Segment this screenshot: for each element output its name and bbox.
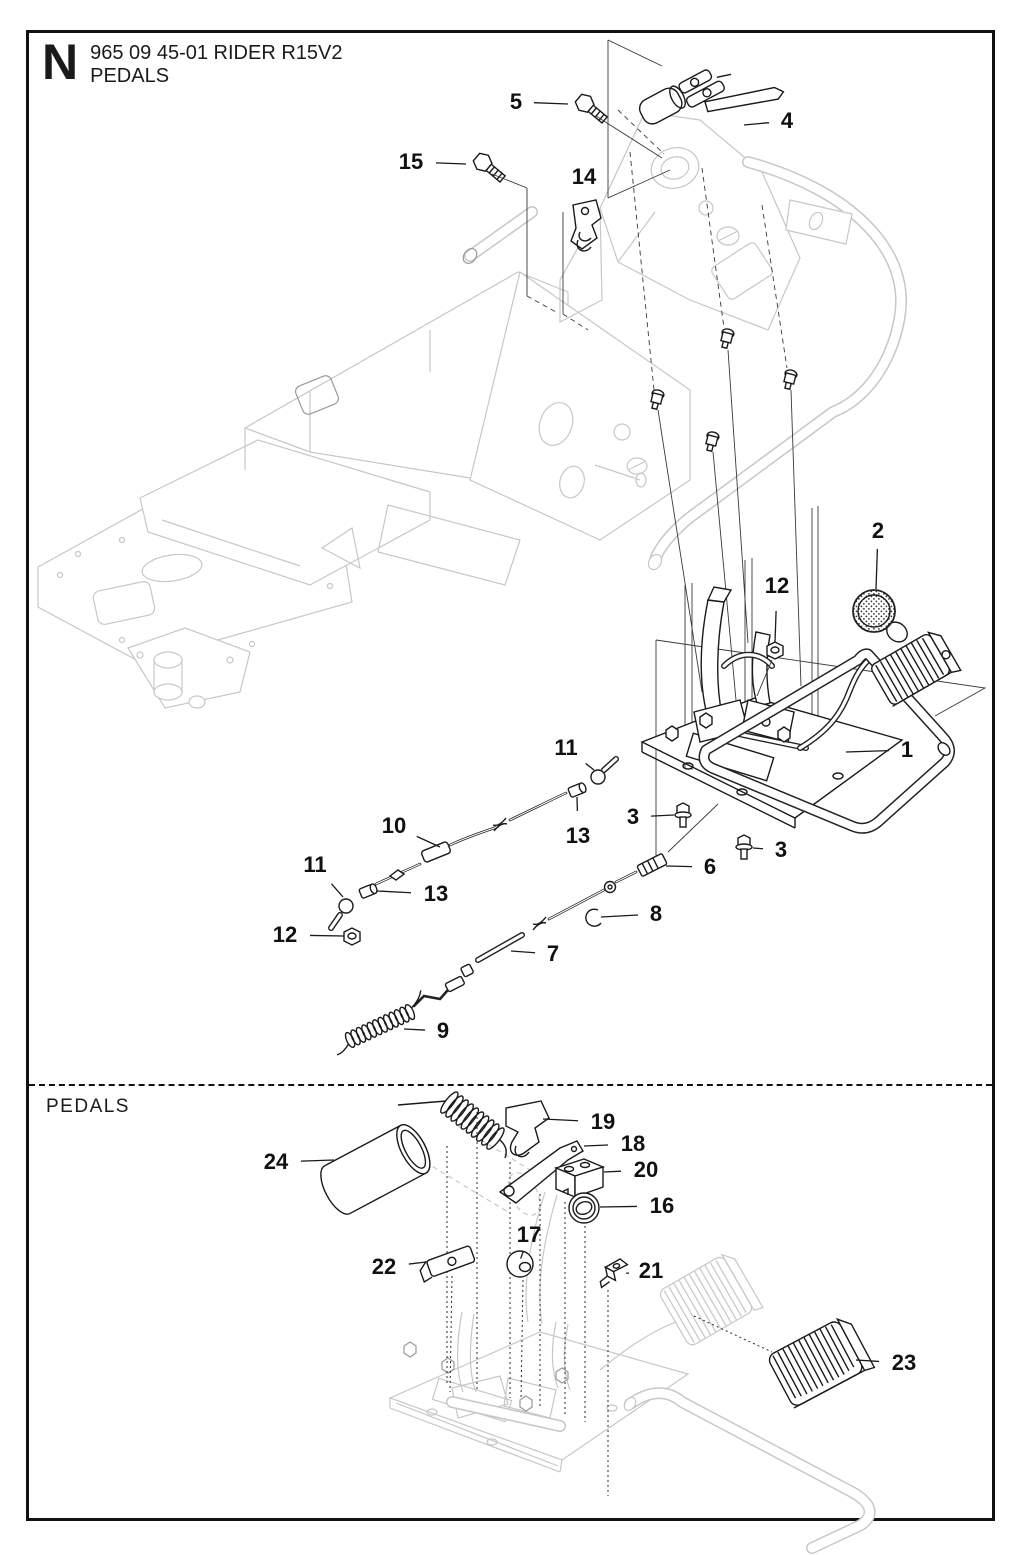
bearing-16 — [569, 1193, 599, 1223]
pedal-pad-upper — [870, 628, 961, 709]
callout-1: 1 — [900, 737, 914, 762]
callout-20: 20 — [633, 1157, 659, 1182]
nut-12-lower — [344, 928, 360, 945]
bracket-14 — [571, 200, 601, 251]
callout-11: 11 — [303, 852, 327, 877]
callout-13: 13 — [423, 881, 449, 906]
callout-8: 8 — [649, 901, 663, 926]
callout-24: 24 — [263, 1149, 289, 1174]
callout-13: 13 — [565, 823, 591, 848]
bolt-3-right — [736, 835, 752, 859]
page-subtitle: PEDALS — [90, 65, 170, 87]
roller-17 — [507, 1251, 533, 1277]
callout-15: 15 — [398, 149, 424, 174]
hook-bracket-19 — [506, 1101, 549, 1157]
callout-3: 3 — [774, 837, 788, 862]
bolt-15 — [471, 150, 509, 186]
clip-21 — [597, 1258, 631, 1288]
callout-2: 2 — [871, 518, 885, 543]
callout-7: 7 — [546, 941, 560, 966]
chassis-ghost — [38, 272, 690, 708]
callout-12: 12 — [272, 922, 298, 947]
callout-22: 22 — [371, 1254, 397, 1279]
section-divider — [29, 1084, 992, 1086]
callout-16: 16 — [649, 1193, 675, 1218]
callout-21: 21 — [638, 1258, 664, 1283]
callout-18: 18 — [620, 1131, 646, 1156]
callout-17: 17 — [516, 1222, 542, 1247]
callout-14: 14 — [571, 164, 597, 189]
brake-knob-2 — [853, 590, 911, 646]
callout-3: 3 — [626, 804, 640, 829]
handle-tube — [460, 212, 532, 266]
bolt-3-left — [675, 803, 691, 827]
bolt-15-locator-line — [492, 174, 527, 188]
lower-section-label: PEDALS — [46, 1096, 130, 1117]
callout-9: 9 — [436, 1018, 450, 1043]
callout-6: 6 — [703, 854, 717, 879]
callout-4: 4 — [780, 108, 794, 133]
pedal-pad-23 — [767, 1315, 875, 1410]
coupler-6 — [637, 853, 667, 876]
cylinder-24 — [314, 1120, 436, 1219]
spring-9 — [327, 990, 430, 1055]
section-letter: N — [42, 34, 77, 90]
callout-19: 19 — [590, 1109, 616, 1134]
lower-ghost-assembly — [390, 1126, 870, 1548]
callout-12: 12 — [764, 573, 790, 598]
callout-23: 23 — [891, 1350, 917, 1375]
callout-11: 11 — [554, 735, 578, 760]
circlip-8 — [586, 909, 601, 926]
page-title: 965 09 45-01 RIDER R15V2 — [90, 42, 343, 64]
callout-5: 5 — [509, 89, 523, 114]
callout-10: 10 — [381, 813, 407, 838]
